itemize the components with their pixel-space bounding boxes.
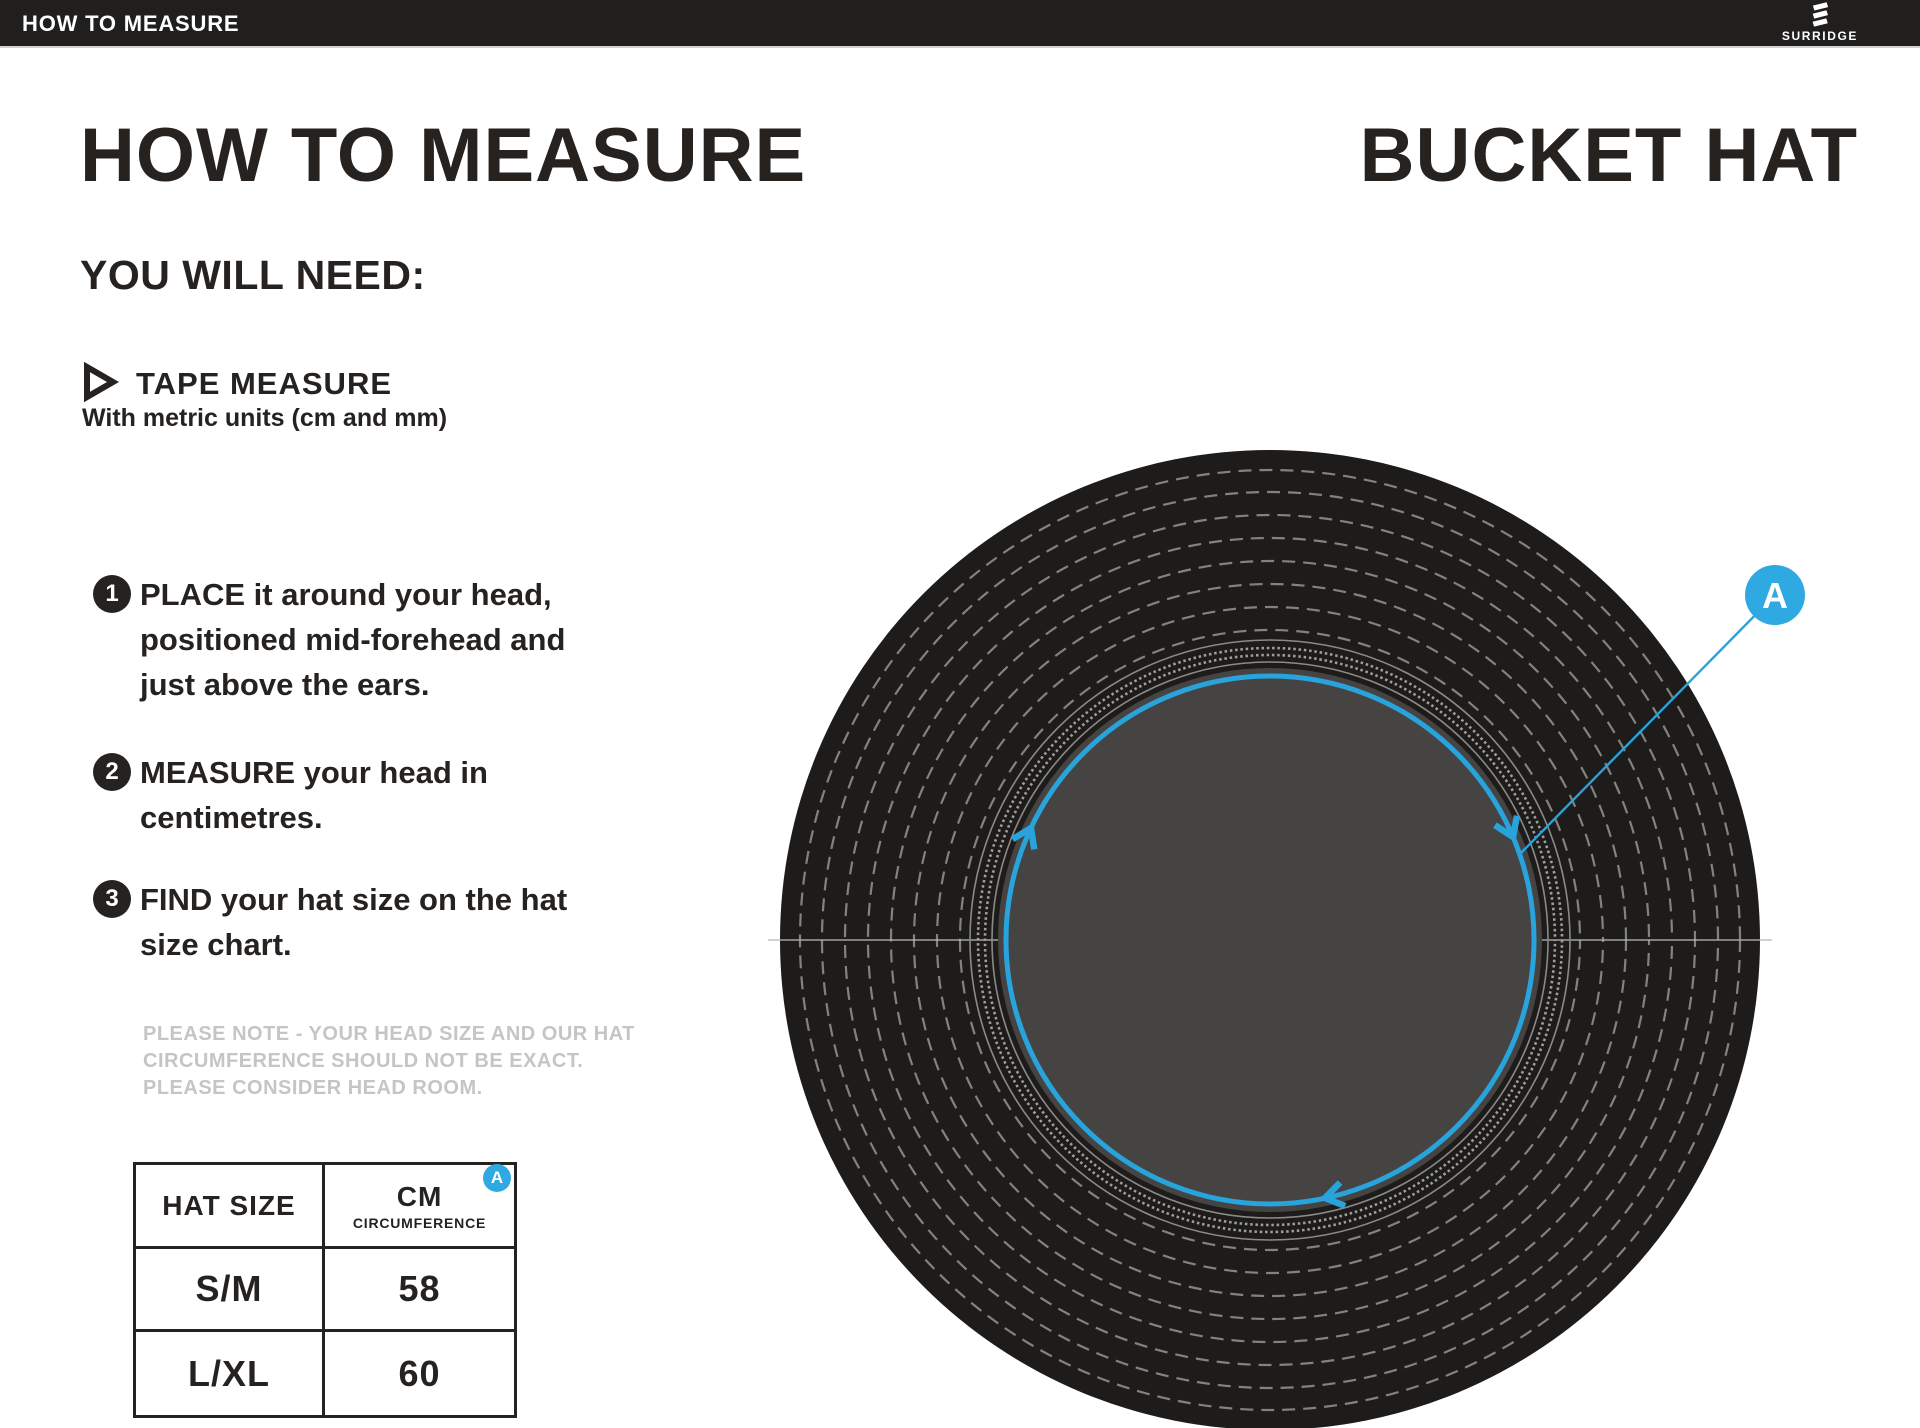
header-cell-hat-size — [136, 1165, 325, 1249]
triangle-bullet-icon — [82, 362, 122, 404]
page-title: HOW TO MEASURE — [80, 113, 807, 198]
step-1-text — [140, 572, 653, 707]
top-bar — [0, 0, 1920, 48]
step-1-line-1: PLACE it around your head, — [140, 577, 552, 612]
cm-58-value: 58 — [398, 1268, 441, 1309]
table-row-sm-cm — [325, 1249, 514, 1332]
table-row-lxl-size — [136, 1332, 325, 1415]
cm-header: CM — [396, 1180, 443, 1212]
tape-measure-note: With metric units (cm and mm) — [82, 404, 448, 432]
step-1-number-badge: 1 — [93, 575, 131, 613]
hat-size-header: HAT SIZE — [162, 1189, 296, 1221]
fit-note-line-2: CIRCUMFERENCE SHOULD NOT BE EXACT. — [143, 1050, 584, 1072]
fit-note — [143, 1021, 635, 1102]
surridge-wordmark: SURRIDGE — [1781, 29, 1858, 43]
product-title: BUCKET HAT — [1359, 113, 1858, 198]
fit-note-line-3: PLEASE CONSIDER HEAD ROOM. — [143, 1077, 483, 1099]
step-1-line-2: positioned mid-forehead and — [140, 622, 566, 657]
step-2 — [93, 750, 653, 840]
surridge-s-icon — [1807, 2, 1833, 30]
step-2-number-badge: 2 — [93, 753, 131, 791]
step-3-line-1: FIND your hat size on the hat — [140, 882, 568, 917]
step-3-number-badge: 3 — [93, 880, 131, 918]
top-bar-title: HOW TO MEASURE — [22, 11, 240, 36]
fit-note-line-1: PLEASE NOTE - YOUR HEAD SIZE AND OUR HAT — [143, 1023, 635, 1045]
measurement-a-badge-diagram — [1745, 565, 1805, 625]
measurement-a-badge-table: A — [483, 1164, 511, 1192]
step-3-line-2: size chart. — [140, 927, 292, 962]
hat-crown — [998, 668, 1542, 1212]
tape-measure-label: TAPE MEASURE — [136, 366, 393, 401]
step-2-line-1: MEASURE your head in — [140, 755, 488, 790]
bucket-hat-diagram — [760, 430, 1820, 1428]
step-1 — [93, 572, 653, 707]
cm-60-value: 60 — [398, 1352, 441, 1394]
a-badge-letter: A — [1762, 575, 1788, 616]
step-3 — [93, 877, 653, 967]
size-sm-value: S/M — [195, 1268, 263, 1309]
table-row-sm-size — [136, 1249, 325, 1332]
step-2-line-2: centimetres. — [140, 800, 323, 835]
table-row-lxl-cm — [325, 1332, 514, 1415]
circumference-subheader: CIRCUMFERENCE — [352, 1214, 487, 1231]
step-1-line-3: just above the ears. — [140, 667, 430, 702]
size-lxl-value: L/XL — [188, 1352, 270, 1394]
step-2-text — [140, 750, 653, 840]
you-will-need-heading: YOU WILL NEED: — [80, 252, 426, 298]
step-3-text — [140, 877, 653, 967]
surridge-logo — [1782, 2, 1858, 46]
hat-size-table — [133, 1162, 517, 1418]
